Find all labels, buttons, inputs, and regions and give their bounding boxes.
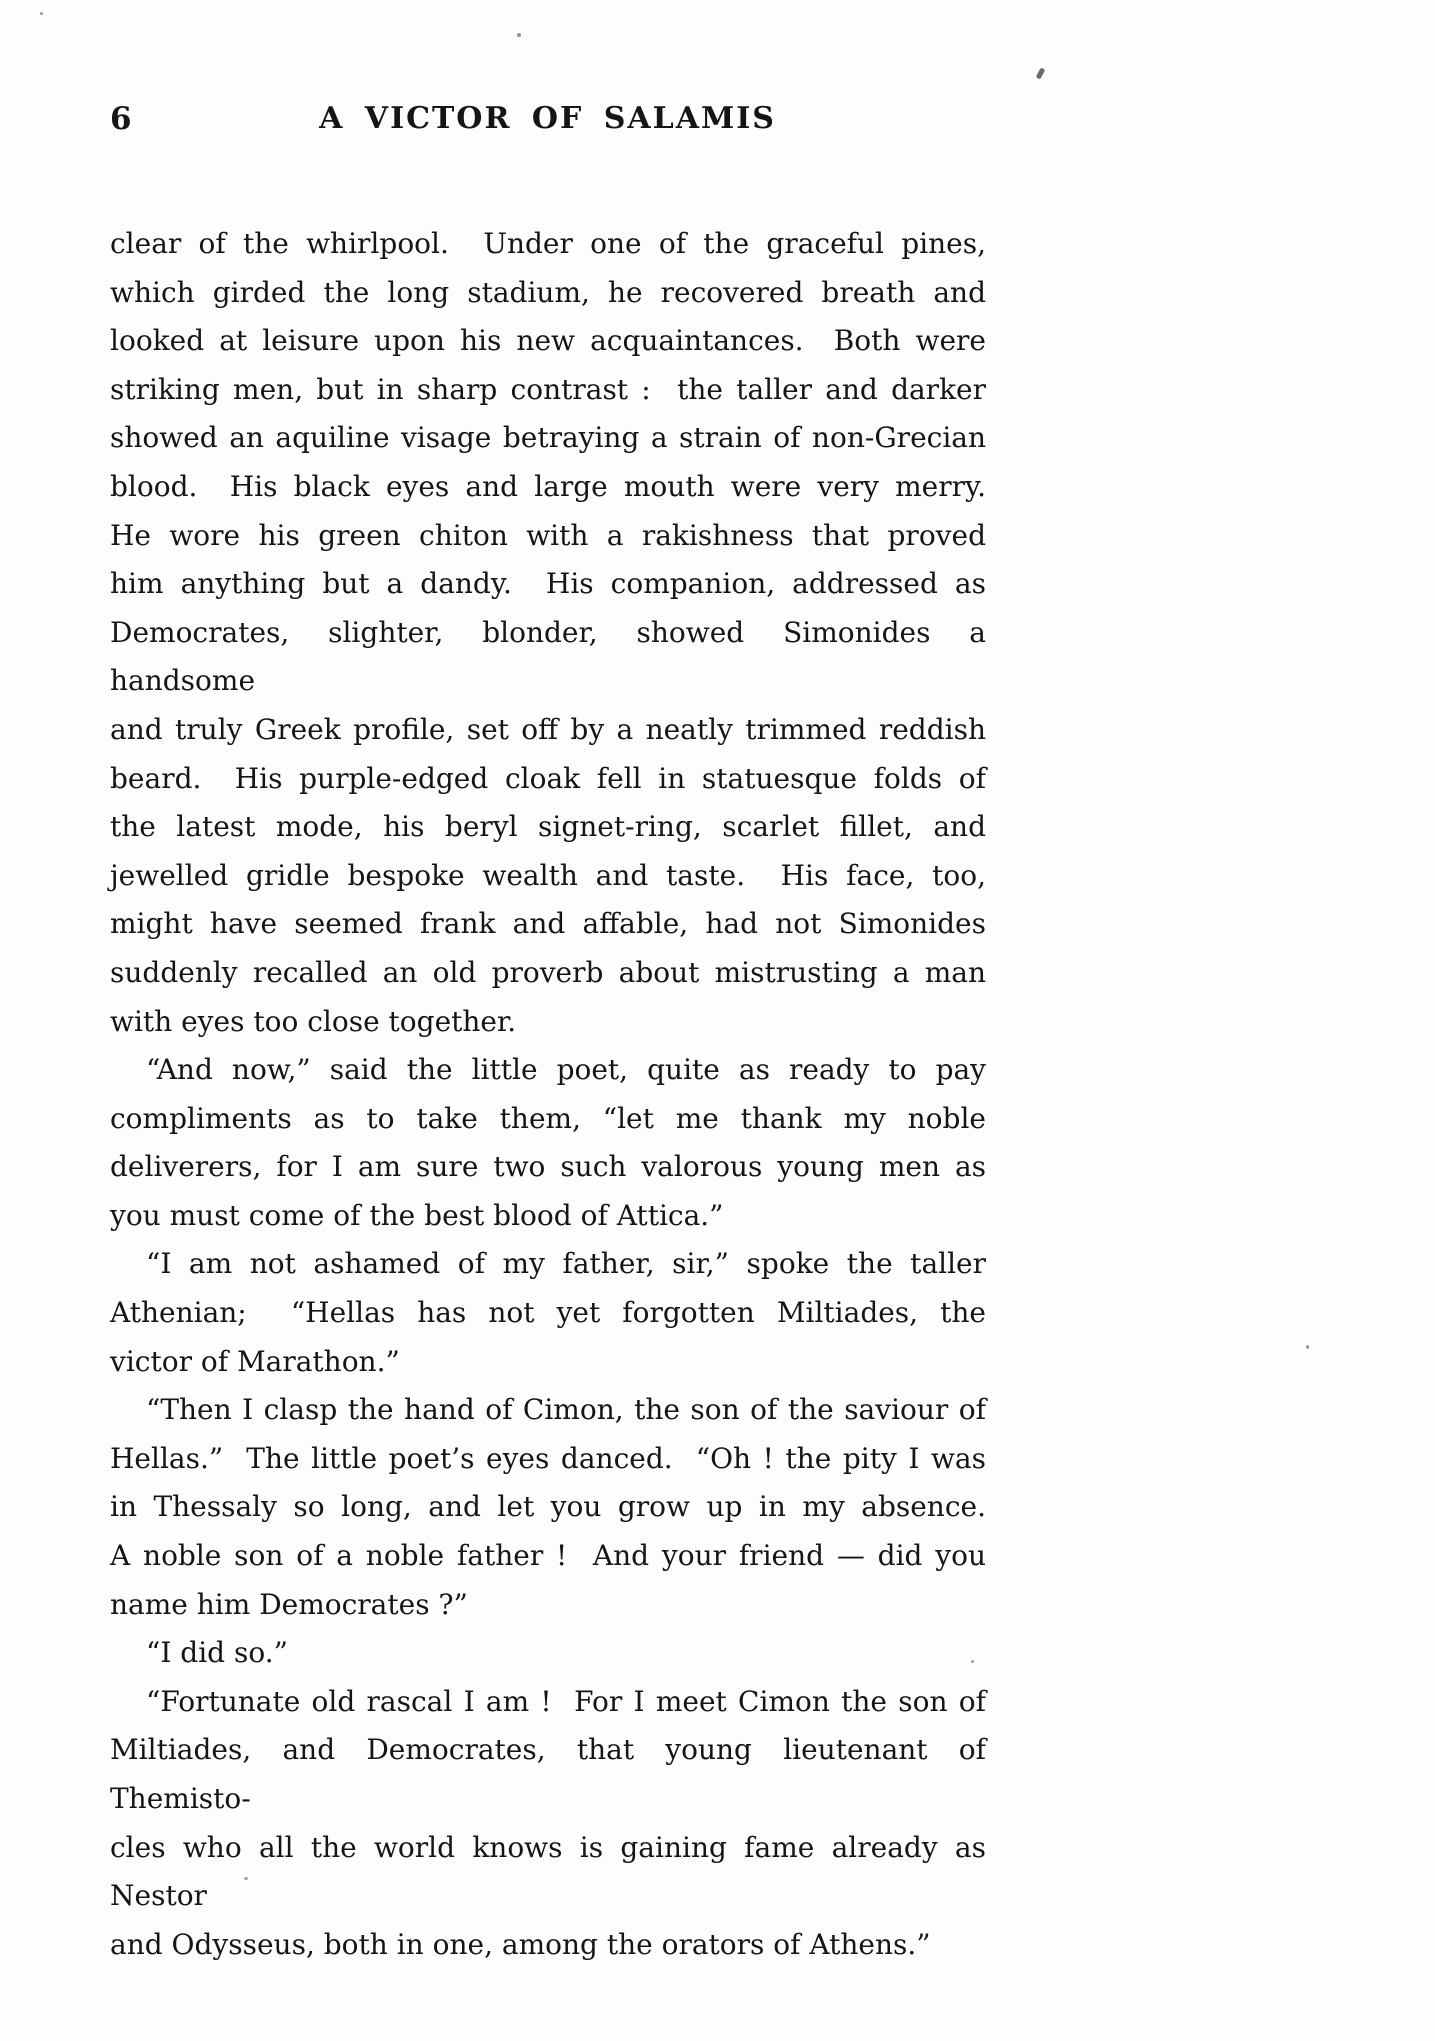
text-line: Hellas.” The little poet’s eyes danced. “Oh ! the pity I was [110, 1441, 986, 1475]
text-line: Democrates, slighter, blonder, showed Simonides a handsome [110, 615, 995, 698]
text-line: name him Democrates ?” [110, 1587, 468, 1621]
text-line: showed an aquiline visage betraying a strain of non-Grecian [110, 421, 986, 455]
text-line: deliverers, for I am sure two such valorous young men as [110, 1150, 986, 1184]
text-line: the latest mode, his beryl signet-ring, scarlet fillet, and [110, 810, 986, 844]
text-line: cles who all the world knows is gaining fame already as Nestor [110, 1830, 995, 1913]
text-line: clear of the whirlpool. Under one of the graceful pines, [110, 227, 986, 260]
text-line: jewelled gridle bespoke wealth and taste. His face, too, [110, 858, 986, 892]
text-line: Miltiades, and Democrates, that young lieutenant of Themisto- [110, 1733, 995, 1815]
scan-speck [1306, 1345, 1309, 1349]
text-line: in Thessaly so long, and let you grow up in my absence. [110, 1490, 986, 1524]
text-line: suddenly recalled an old proverb about mistrusting a man [110, 955, 986, 989]
running-title: A VICTOR OF SALAMIS [319, 101, 776, 136]
scan-speck [517, 33, 521, 37]
text-line: He wore his green chiton with a rakishness that proved [110, 518, 986, 552]
text-line: “Then I clasp the hand of Cimon, the son of the saviour of [146, 1393, 986, 1427]
text-line: you must come of the best blood of Attica.” [110, 1198, 724, 1232]
paragraph [110, 220, 995, 1046]
text-line: “And now,” said the little poet, quite as ready to pay [146, 1053, 986, 1087]
paragraph [110, 1629, 986, 1678]
paragraph [110, 1046, 986, 1240]
text-line: might have seemed frank and affable, had not Simonides [110, 907, 986, 941]
page-number: 6 [110, 101, 132, 137]
text-line: and Odysseus, both in one, among the orators of Athens.” [110, 1927, 931, 1961]
text-line: which girded the long stadium, he recovered breath and [110, 275, 986, 309]
text-line: him anything but a dandy. His companion, addressed as [110, 567, 986, 601]
text-line: compliments as to take them, “let me thank my noble [110, 1101, 986, 1135]
text-line: striking men, but in sharp contrast : the taller and darker [110, 372, 986, 406]
scan-speck [244, 1877, 248, 1880]
text-line: looked at leisure upon his new acquaintances. Both were [110, 324, 986, 358]
scan-speck [1036, 67, 1046, 79]
text-line: A noble son of a noble father ! And your friend — did you [110, 1539, 986, 1573]
text-line: and truly Greek profile, set off by a neatly trimmed reddish [110, 712, 986, 746]
paragraph [110, 1678, 995, 1970]
text-line: “I am not ashamed of my father, sir,” spoke the taller [146, 1247, 986, 1281]
text-line: victor of Marathon.” [110, 1344, 400, 1378]
text-line: “I did so.” [146, 1636, 288, 1670]
paragraph [110, 1240, 986, 1386]
text-line: Athenian; “Hellas has not yet forgotten Miltiades, the [110, 1296, 986, 1330]
text-line: with eyes too close together. [110, 1004, 517, 1038]
running-head [110, 101, 985, 141]
text-line: “Fortunate old rascal I am ! For I meet Cimon the son of [146, 1684, 986, 1718]
scan-speck [40, 12, 43, 15]
paragraph [110, 1386, 986, 1629]
body-text [110, 220, 995, 1969]
text-line: blood. His black eyes and large mouth were very merry. [110, 469, 986, 503]
scan-speck [971, 1660, 974, 1663]
text-line: beard. His purple-edged cloak fell in statuesque folds of [110, 761, 986, 795]
